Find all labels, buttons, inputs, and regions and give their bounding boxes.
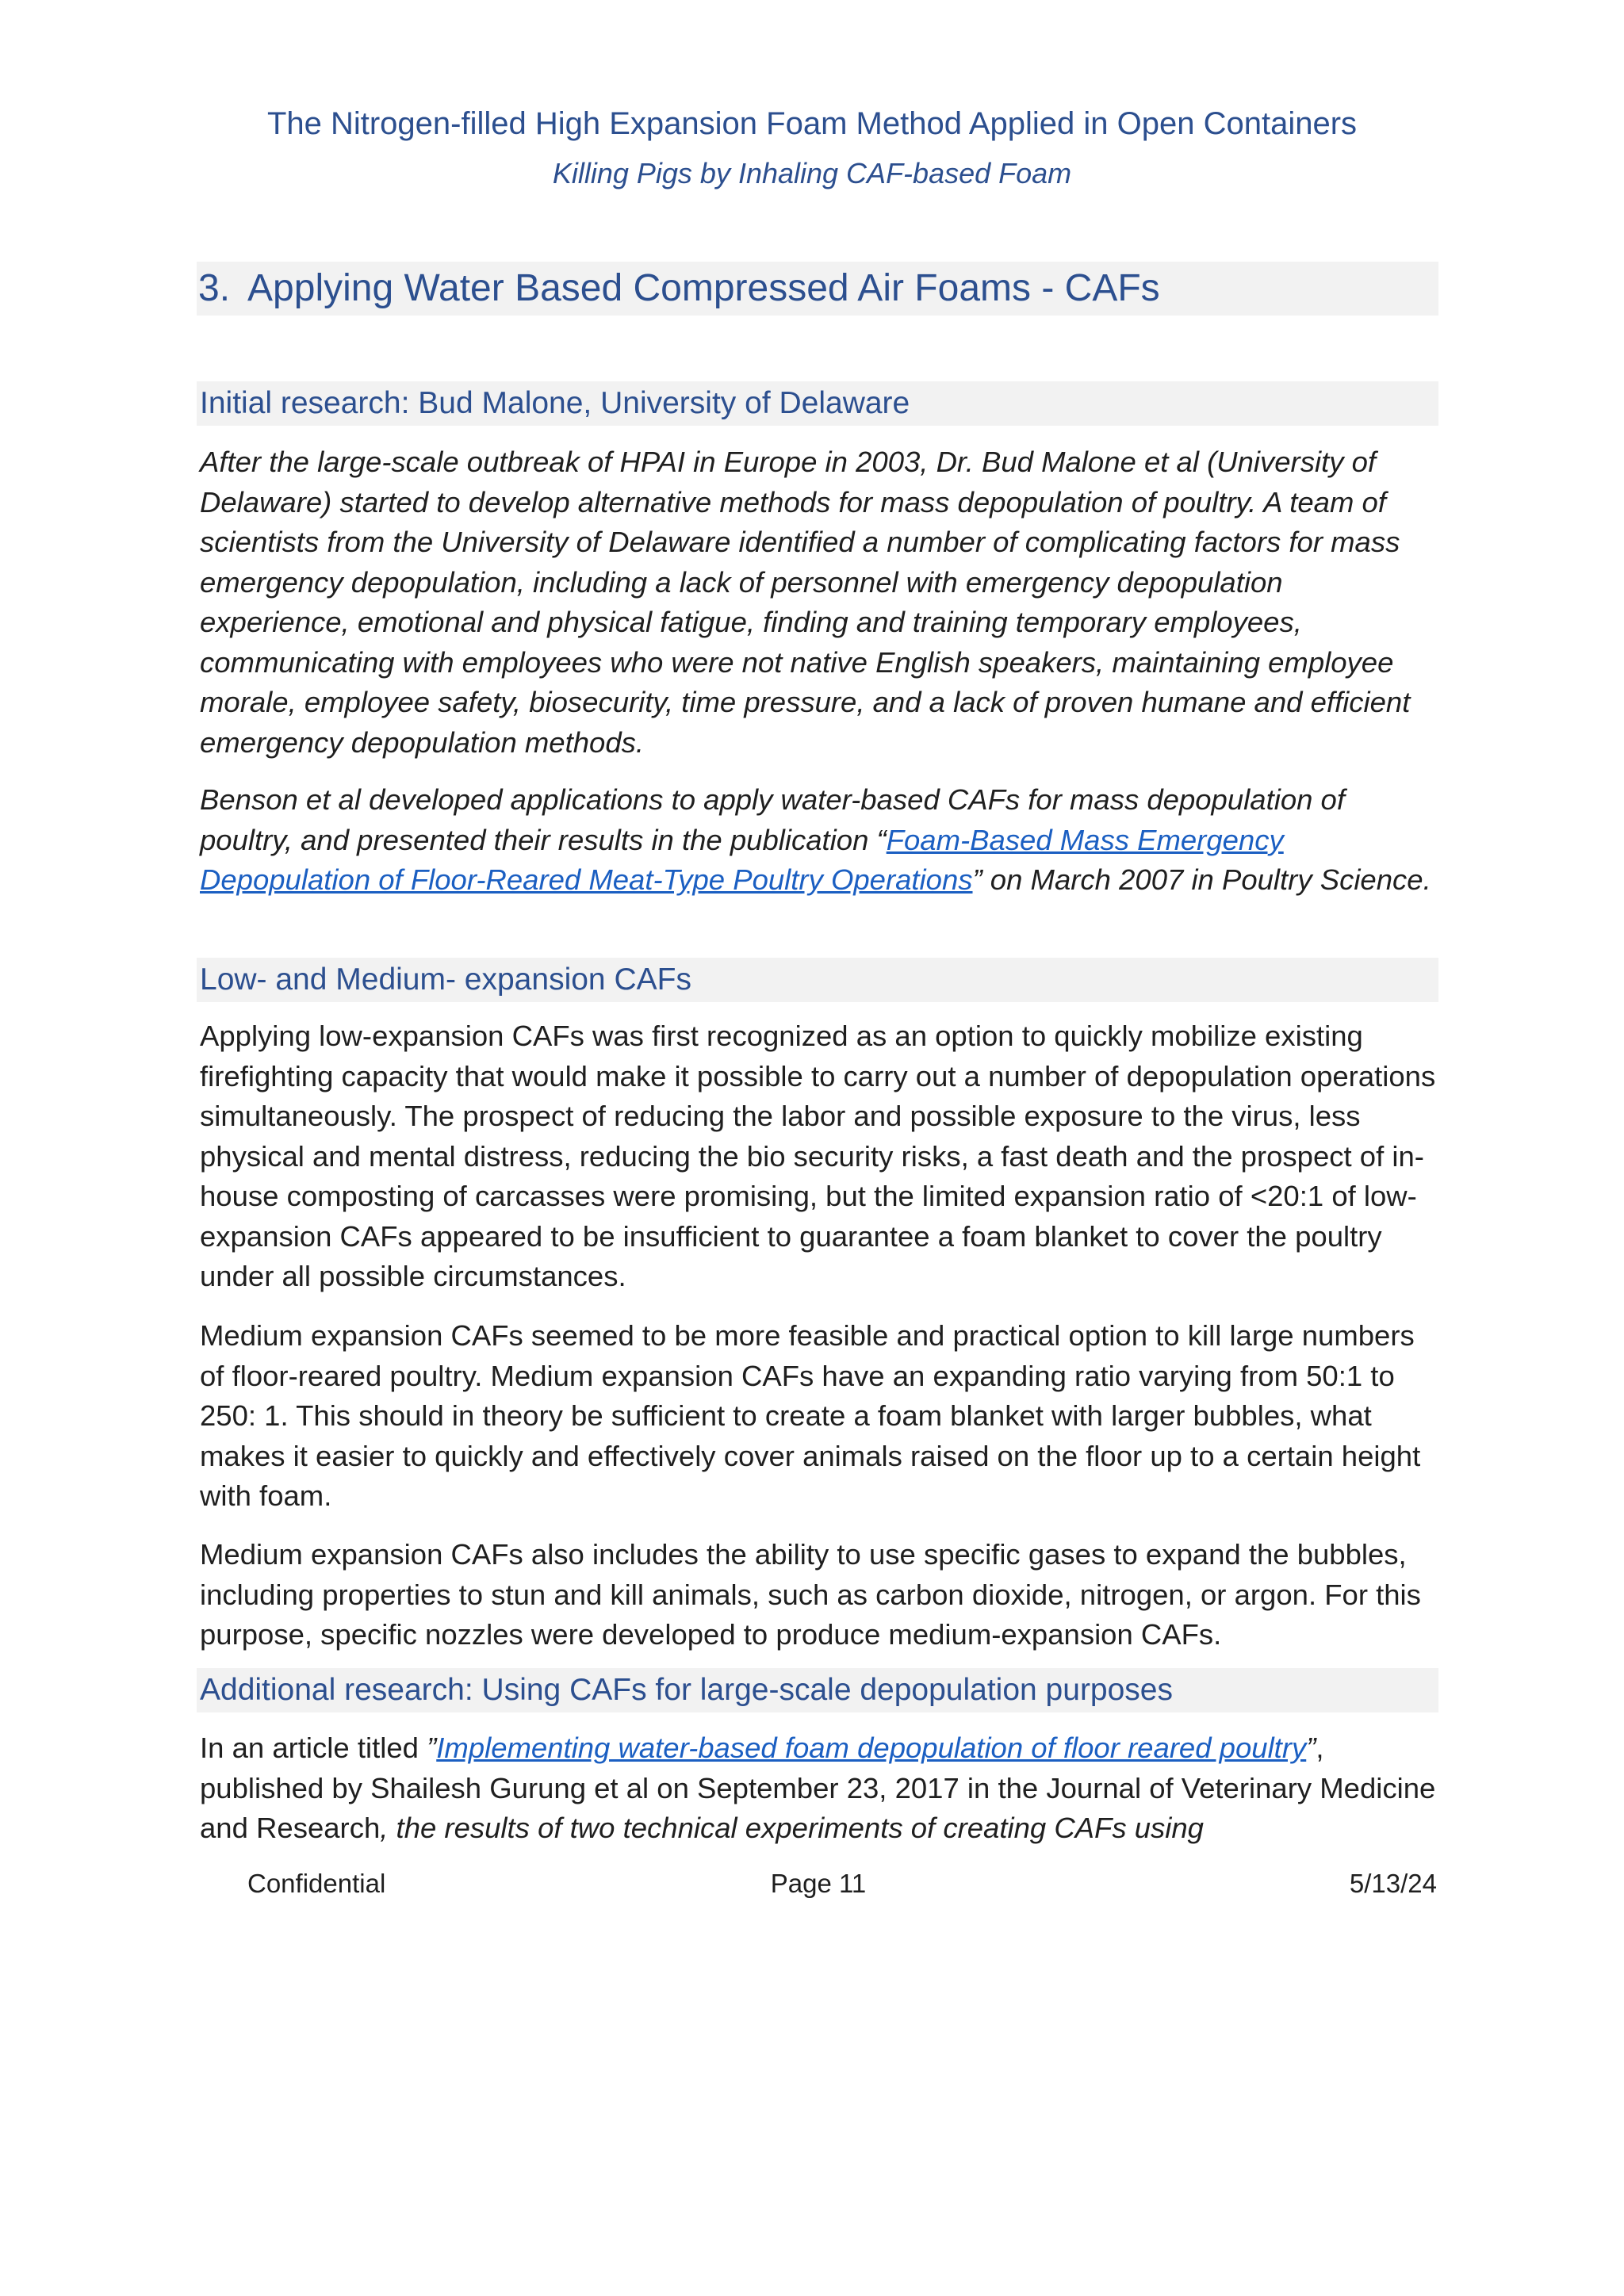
- paragraph-medium-expansion-gases: Medium expansion CAFs also includes the ability to use specific gases to expand the bubbles, including properties to stun and kill animals, such as carbon dioxide, nitrogen, or argon. For this purpose, specific nozzles were developed to produce medium-expansion CAFs.: [200, 1538, 1421, 1651]
- paragraph-initial-research: After the large-scale outbreak of HPAI in Europe in 2003, Dr. Bud Malone et al (University of Delaware) started to develop alternative methods for mass depopulation of poultry. A team of scientists from the University of Delaware identified a number of complicating factors for mass emergency depopulation, including a lack of personnel with emergency depopulation experience, emotional and physical fatigue, finding and training temporary employees, communicating with employees who were not native English speakers, maintaining employee morale, employee safety, biosecurity, time pressure, and a lack of proven humane and efficient emergency depopulation methods.: [200, 446, 1411, 759]
- quote-open: ”: [427, 1732, 437, 1764]
- section-heading: [197, 262, 1438, 316]
- subsection-heading-initial-research: Initial research: Bud Malone, University of Delaware: [197, 381, 1438, 426]
- footer-confidential: Confidential: [247, 1869, 386, 1898]
- section-title: Applying Water Based Compressed Air Foams - CAFs: [247, 267, 1160, 309]
- paragraph-additional-research: [200, 1728, 1440, 1849]
- footer-date: 5/13/24: [1349, 1869, 1437, 1898]
- paragraph-benson-text-start: Benson et al developed applications to apply water-based CAFs for mass depopulation of poultry, and presented their results in the publication “: [200, 783, 1345, 856]
- link-foam-based-mass-emergency-depopulation[interactable]: Foam-Based Mass Emergency Depopulation of Floor-Reared Meat-Type Poultry Operations: [200, 823, 1284, 896]
- paragraph-additional-text-middle: , published by Shailesh Gurung et al on September 23, 2017 in the Journal of Veterinary Medicine and Research: [200, 1732, 1436, 1844]
- document-title: The Nitrogen-filled High Expansion Foam Method Applied in Open Containers: [266, 106, 1358, 141]
- paragraph-benson: [200, 780, 1440, 901]
- section-number: 3.: [198, 267, 231, 309]
- paragraph-low-expansion: Applying low-expansion CAFs was first recognized as an option to quickly mobilize existing firefighting capacity that would make it possible to carry out a number of depopulation operations simultaneously. The prospect of reducing the labor and possible exposure to the virus, less physical and mental distress, reducing the bio security risks, a fast death and the prospect of in-house composting of carcasses were promising, but the limited expansion ratio of <20:1 of low-expansion CAFs appeared to be insufficient to guarantee a foam blanket to cover the poultry under all possible circumstances.: [200, 1020, 1436, 1292]
- subsection-heading-low-medium-expansion: Low- and Medium- expansion CAFs: [197, 958, 1438, 1002]
- subsection-heading-additional-research: Additional research: Using CAFs for large-scale depopulation purposes: [197, 1668, 1438, 1712]
- link-implementing-water-based-foam-depopulation[interactable]: Implementing water-based foam depopulation of floor reared poultry: [436, 1732, 1307, 1764]
- paragraph-medium-expansion: Medium expansion CAFs seemed to be more feasible and practical option to kill large numbers of floor-reared poultry. Medium expansion CAFs have an expanding ratio varying from 50:1 to 250: 1. This should in theory be sufficient to create a foam blanket with larger bubbles, what makes it easier to quickly and effectively cover animals raised on the floor up to a certain height with foam.: [200, 1319, 1421, 1512]
- paragraph-benson-text-end: ” on March 2007 in Poultry Science.: [972, 863, 1431, 896]
- quote-close: ”: [1306, 1732, 1316, 1764]
- document-subtitle: Killing Pigs by Inhaling CAF-based Foam: [552, 157, 1072, 189]
- footer-page-number: Page 11: [770, 1869, 867, 1898]
- paragraph-additional-text-start: In an article titled: [200, 1732, 427, 1764]
- paragraph-additional-text-italic: , the results of two technical experiments of creating CAFs using: [380, 1812, 1204, 1844]
